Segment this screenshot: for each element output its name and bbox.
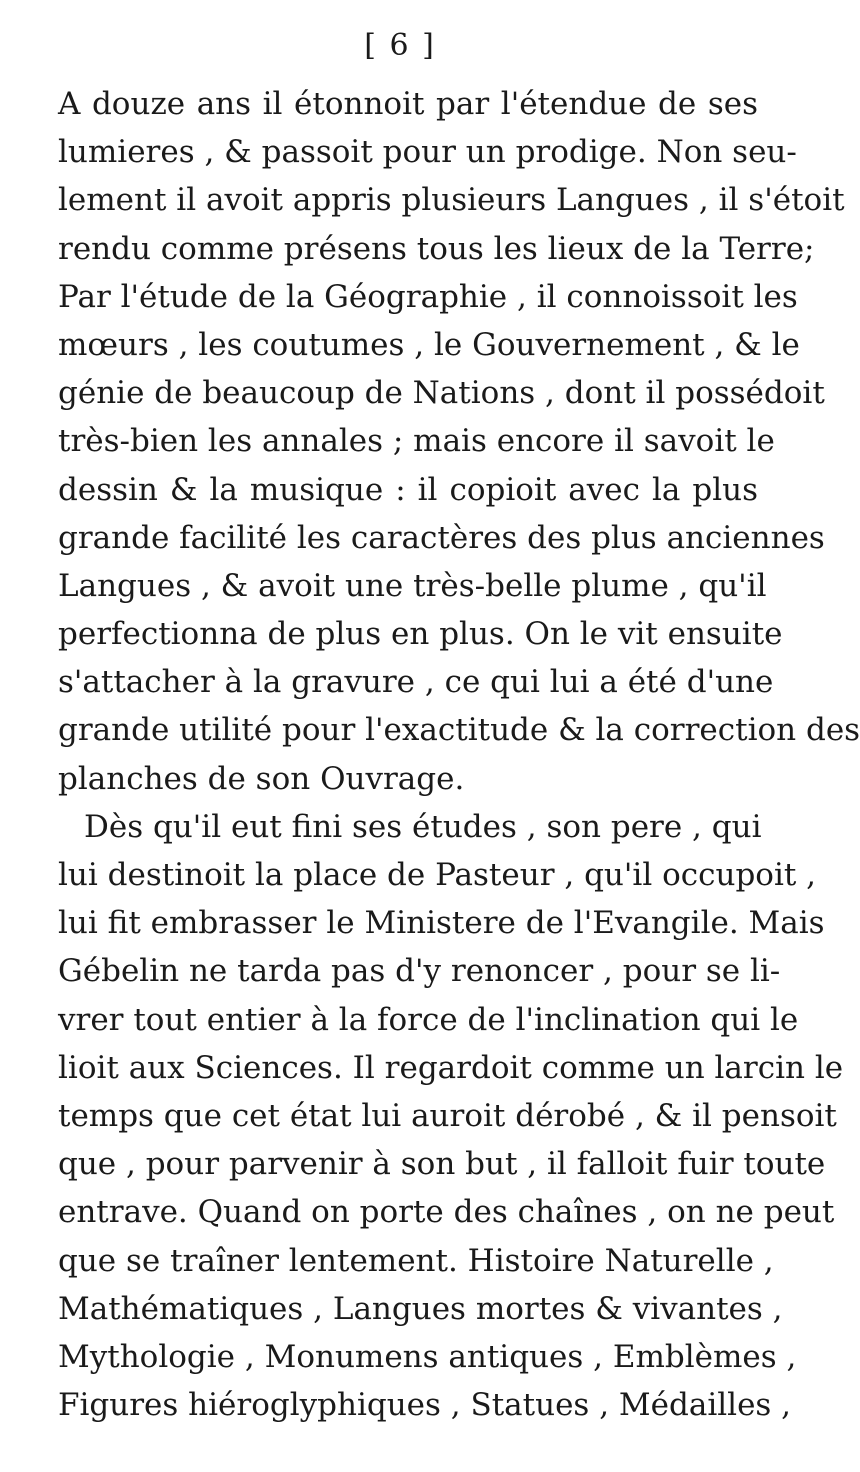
- text-line: Par l'étude de la Géographie , il connoissoit les: [58, 278, 798, 315]
- text-line: mœurs , les coutumes , le Gouvernement , & le: [58, 326, 800, 363]
- text-line: Mythologie , Monumens antiques , Emblèmes ,: [58, 1338, 797, 1375]
- text-line: Langues , & avoit une très-belle plume , qu'il: [58, 567, 767, 604]
- text-line: génie de beaucoup de Nations , dont il possédoit: [58, 375, 825, 412]
- text-line: lumieres , & passoit pour un prodige. Non seu-: [58, 134, 797, 171]
- text-line: lement il avoit appris plusieurs Langues , il s'étoit: [58, 182, 845, 219]
- text-line: que , pour parvenir à son but , il falloit fuir toute: [58, 1146, 826, 1183]
- text-line: planches de son Ouvrage.: [58, 760, 465, 797]
- text-line: que se traîner lentement. Histoire Naturelle ,: [58, 1242, 774, 1279]
- text-line: très-bien les annales ; mais encore il savoit le: [58, 423, 775, 460]
- text-line: vrer tout entier à la force de l'inclination qui le: [58, 1001, 799, 1038]
- text-line: Mathématiques , Langues mortes & vivantes ,: [58, 1290, 783, 1327]
- text-line: grande utilité pour l'exactitude & la correction des: [58, 712, 860, 749]
- text-line: A douze ans il étonnoit par l'étendue de ses: [58, 86, 758, 122]
- text-line: Dès qu'il eut fini ses études , son pere , qui: [84, 808, 762, 845]
- text-line: temps que cet état lui auroit dérobé , & il pensoit: [58, 1097, 837, 1134]
- text-line: Figures hiéroglyphiques , Statues , Médailles ,: [58, 1387, 792, 1424]
- text-line: Gébelin ne tarda pas d'y renoncer , pour se li-: [58, 953, 781, 990]
- text-line: lui destinoit la place de Pasteur , qu'il occupoit ,: [58, 857, 817, 893]
- text-line: perfectionna de plus en plus. On le vit ensuite: [58, 616, 783, 653]
- text-line: rendu comme présens tous les lieux de la Terre;: [58, 230, 815, 267]
- text-line: lui fit embrasser le Ministere de l'Evangile. Mais: [58, 905, 825, 942]
- text-line: dessin & la musique : il copioit avec la plus: [58, 471, 758, 508]
- text-line: grande facilité les caractères des plus anciennes: [58, 519, 825, 556]
- text-line: s'attacher à la gravure , ce qui lui a été d'une: [58, 664, 774, 701]
- text-line: lioit aux Sciences. Il regardoit comme un larcin le: [58, 1049, 844, 1086]
- body-text: [58, 80, 860, 1429]
- page-number: [ 6 ]: [364, 28, 436, 63]
- text-line: entrave. Quand on porte des chaînes , on ne peut: [58, 1194, 835, 1231]
